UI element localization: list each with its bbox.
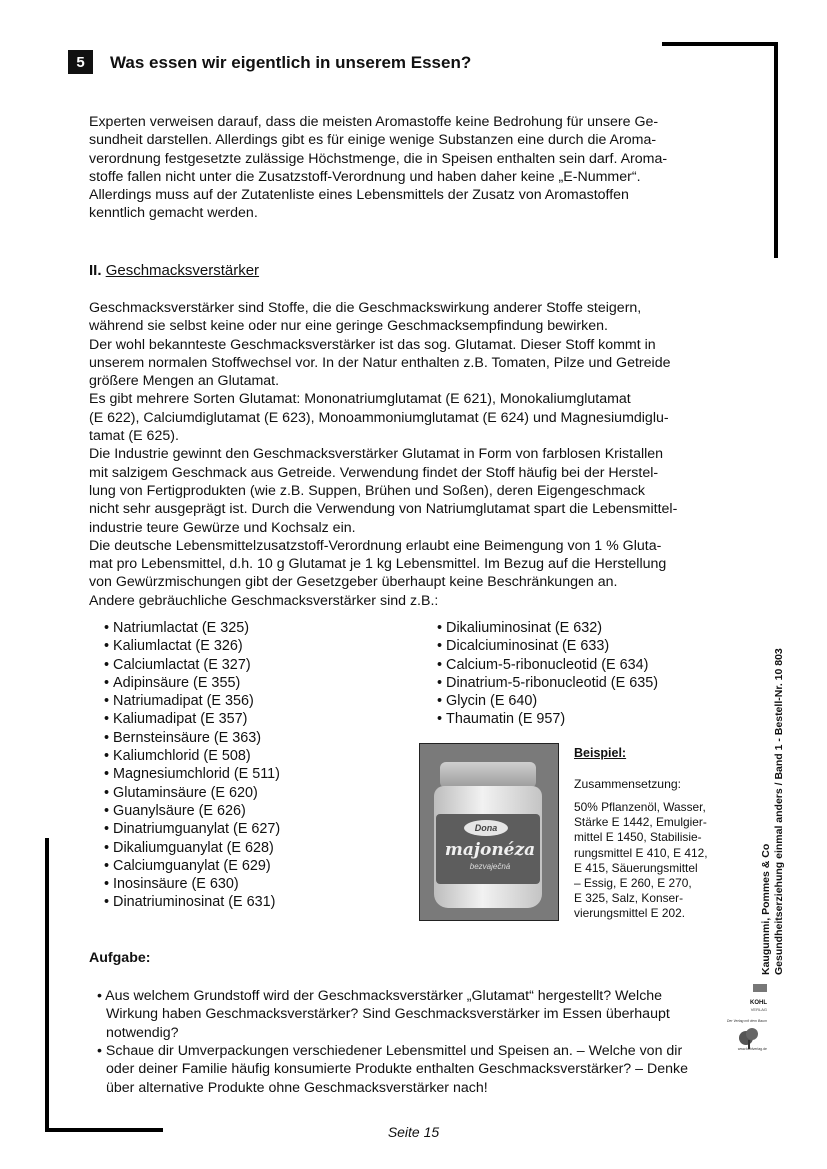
side-series-subtitle: Gesundheitserziehung einmal anders / Band 1 - Bestell-Nr. 10 803 xyxy=(773,648,785,975)
body-line: unserem normalen Stoffwechsel vor. In der Natur enthalten z.B. Tomaten, Pilze und Getreide xyxy=(89,354,671,371)
list-item: • Natriumadipat (E 356) xyxy=(104,692,280,710)
list-item: • Kaliumlactat (E 326) xyxy=(104,637,280,655)
page-title: Was essen wir eigentlich in unserem Essen? xyxy=(110,53,472,72)
jar-product-subtitle: bezvaječná xyxy=(469,862,511,871)
jar-product-name: majonéza xyxy=(444,840,536,860)
list-item: • Dinatriuminosinat (E 631) xyxy=(104,893,280,911)
list-item: • Adipinsäure (E 355) xyxy=(104,674,280,692)
task-item xyxy=(97,987,743,1042)
task-item xyxy=(97,1042,743,1097)
task-line: Wirkung haben Geschmacksverstärker? Sind Geschmacksverstärker im Essen überhaupt xyxy=(106,1006,670,1023)
list-item: • Calcium-5-ribonucleotid (E 634) xyxy=(437,656,658,674)
intro-paragraph xyxy=(89,113,737,223)
section-number: II. xyxy=(89,262,102,279)
body-line: (E 622), Calciumdiglutamat (E 623), Monoammoniumglutamat (E 624) und Magnesiumdiglu- xyxy=(89,409,669,426)
body-line: mat pro Lebensmittel, d.h. 10 g Glutamat je 1 kg Lebensmittel. Im Bezug auf die Herstellung xyxy=(89,556,667,573)
list-item: • Calciumlactat (E 327) xyxy=(104,656,280,674)
frame-top-right-vertical xyxy=(774,42,778,258)
publisher-tag: VERLAG xyxy=(750,1007,767,1012)
list-item: • Magnesiumchlorid (E 511) xyxy=(104,765,280,783)
body-line: Die Industrie gewinnt den Geschmacksverstärker Glutamat in Form von farblosen Kristallen xyxy=(89,446,664,463)
body-line: Es gibt mehrere Sorten Glutamat: Mononatriumglutamat (E 621), Monokaliumglutamat xyxy=(89,391,631,408)
publisher-slogan: Der Verlag mit dem Baum xyxy=(726,1019,767,1023)
task-text: Schaue dir Umverpackungen verschiedener Lebensmittel und Speisen an. – Welche von dir xyxy=(105,1043,683,1059)
task-text: Aus welchem Grundstoff wird der Geschmacksverstärker „Glutamat“ hergestellt? Welche xyxy=(105,988,663,1004)
list-item: • Natriumlactat (E 325) xyxy=(104,619,280,637)
body-line: größere Mengen an Glutamat. xyxy=(89,373,280,390)
list-item: • Guanylsäure (E 626) xyxy=(104,802,280,820)
body-line: Andere gebräuchliche Geschmacksverstärker sind z.B.: xyxy=(89,592,439,609)
list-item: • Dinatrium-5-ribonucleotid (E 635) xyxy=(437,674,658,692)
list-item: • Glycin (E 640) xyxy=(437,692,658,710)
body-line: industrie teure Gewürze und Kochsalz ein. xyxy=(89,519,356,536)
intro-line: kenntlich gemacht werden. xyxy=(89,205,258,222)
frame-bottom-left-vertical xyxy=(45,838,49,1132)
enhancer-list-left xyxy=(104,619,280,912)
list-item: • Bernsteinsäure (E 363) xyxy=(104,729,280,747)
body-line: während sie selbst keine oder nur eine geringe Geschmacksempfindung bewirken. xyxy=(89,318,608,335)
body-line: Geschmacksverstärker sind Stoffe, die die Geschmackswirkung anderer Stoffe steigern, xyxy=(89,300,642,316)
list-item: • Calciumguanylat (E 629) xyxy=(104,857,280,875)
body-line: von Gewürzmischungen gibt der Gesetzgeber überhaupt keine Beschränkungen an. xyxy=(89,574,618,591)
list-item: • Inosinsäure (E 630) xyxy=(104,875,280,893)
composition-text xyxy=(574,800,708,922)
chapter-number-badge: 5 xyxy=(68,50,93,74)
task-line: • Schaue dir Umverpackungen verschiedener Lebensmittel und Speisen an. – Welche von dir xyxy=(97,1043,683,1059)
intro-line: Experten verweisen darauf, dass die meisten Aromastoffe keine Bedrohung für unsere Ge- xyxy=(89,114,659,130)
publisher-url: www.kohlverlag.de xyxy=(737,1047,767,1051)
intro-line: Allerdings muss auf der Zutatenliste eines Lebensmittels der Zusatz von Aromastoffen xyxy=(89,187,629,204)
body-line: tamat (E 625). xyxy=(89,428,179,445)
composition-line: vierungsmittel E 202. xyxy=(574,906,686,921)
list-item: • Dinatriumguanylat (E 627) xyxy=(104,820,280,838)
task-line: • Aus welchem Grundstoff wird der Geschmacksverstärker „Glutamat“ hergestellt? Welche xyxy=(97,988,663,1004)
task-line: über alternative Produkte ohne Geschmacksverstärker nach! xyxy=(106,1079,488,1096)
task-line: notwendig? xyxy=(106,1024,179,1041)
section-heading xyxy=(89,262,259,279)
list-item: • Dicalciuminosinat (E 633) xyxy=(437,637,658,655)
list-item: • Dikaliuminosinat (E 632) xyxy=(437,619,658,637)
body-line: Der wohl bekannteste Geschmacksverstärker ist das sog. Glutamat. Dieser Stoff kommt in xyxy=(89,336,656,353)
publisher-logo xyxy=(726,982,777,1052)
list-item: • Kaliumadipat (E 357) xyxy=(104,710,280,728)
side-series-info xyxy=(760,575,786,975)
enhancer-list-right xyxy=(437,619,658,729)
task-heading: Aufgabe: xyxy=(89,950,151,966)
list-item: • Glutaminsäure (E 620) xyxy=(104,784,280,802)
body-line: lung von Fertigprodukten (wie z.B. Suppen, Brühen und Soßen), deren Eigengeschmack xyxy=(89,482,646,499)
intro-line: verordnung festgesetzte zulässige Höchstmenge, die in Speisen enthalten sein darf. Aroma- xyxy=(89,150,668,167)
publisher-name: KOHL xyxy=(750,1000,767,1006)
jar-lid xyxy=(440,762,536,788)
composition-label: Zusammensetzung: xyxy=(574,777,682,791)
frame-top-right-horizontal xyxy=(662,42,778,46)
jar-brand-logo: Dona xyxy=(464,820,508,836)
body-line: Die deutsche Lebensmittelzusatzstoff-Verordnung erlaubt eine Beimengung von 1 % Gluta- xyxy=(89,537,662,554)
intro-line: stoffe fallen nicht unter die Zusatzstoff-Verordnung und haben daher keine „E-Nummer“. xyxy=(89,168,641,185)
section-title: Geschmacksverstärker xyxy=(105,262,260,279)
composition-line: – Essig, E 260, E 270, xyxy=(574,876,692,891)
body-line: mit salzigem Geschmack aus Getreide. Verwendung findet der Stoff häufig bei der Herstel- xyxy=(89,464,659,481)
composition-line: 50% Pflanzenöl, Wasser, xyxy=(574,800,706,814)
example-label: Beispiel: xyxy=(574,746,627,760)
list-item: • Thaumatin (E 957) xyxy=(437,710,658,728)
composition-line: rungsmittel E 410, E 412, xyxy=(574,845,708,860)
list-item: • Dikaliumguanylat (E 628) xyxy=(104,839,280,857)
task-line: oder deiner Familie häufig konsumierte Produkte enthalten Geschmacksverstärker? – Denke xyxy=(106,1061,688,1078)
mayonnaise-jar-photo xyxy=(419,743,559,921)
composition-line: Stärke E 1442, Emulgier- xyxy=(574,815,707,830)
composition-line: E 325, Salz, Konser- xyxy=(574,891,684,906)
body-paragraph xyxy=(89,299,737,610)
side-series-title: Kaugummi, Pommes & Co xyxy=(760,843,772,975)
composition-line: E 415, Säuerungsmittel xyxy=(574,860,698,875)
list-item: • Kaliumchlorid (E 508) xyxy=(104,747,280,765)
intro-line: sundheit darstellen. Allerdings gibt es für einige wenige Substanzen eine durch die Aroma- xyxy=(89,132,657,149)
composition-line: mittel E 1450, Stabilisie- xyxy=(574,830,702,845)
page-number: Seite 15 xyxy=(387,1124,440,1140)
body-line: nicht sehr ausgeprägt ist. Durch die Verwendung von Natriumglutamat spart die Lebensmittel- xyxy=(89,501,678,518)
